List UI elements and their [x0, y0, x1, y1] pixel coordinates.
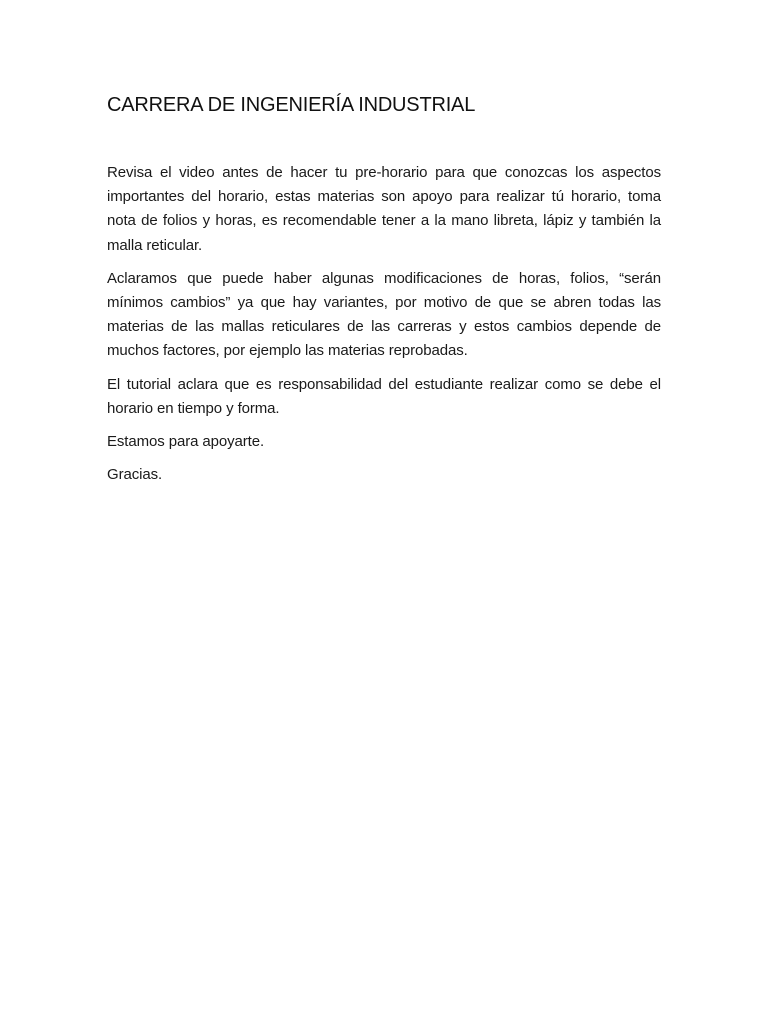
paragraph-responsibility: El tutorial aclara que es responsabilidad del estudiante realizar como se debe el horario en tiempo y forma. [107, 375, 661, 417]
document-body [107, 161, 661, 487]
paragraph-clarification: Aclaramos que puede haber algunas modificaciones de horas, folios, “serán mínimos cambios” ya que hay variantes, por motivo de que se abren todas las materias de las mallas reticulares de las carreras y estos cambios depende de muchos factores, por ejemplo las materias reprobadas. [107, 269, 661, 360]
document-title: CARRERA DE INGENIERÍA INDUSTRIAL [107, 94, 476, 116]
paragraph-support: Estamos para apoyarte. [107, 433, 265, 451]
document-content [107, 92, 661, 496]
paragraph-instructions: Revisa el video antes de hacer tu pre-horario para que conozcas los aspectos importantes del horario, estas materias son apoyo para realizar tú horario, toma nota de folios y horas, es recomendable tener a la mano libreta, lápiz y también la malla reticular. [107, 164, 661, 254]
paragraph-thanks: Gracias. [107, 466, 163, 484]
